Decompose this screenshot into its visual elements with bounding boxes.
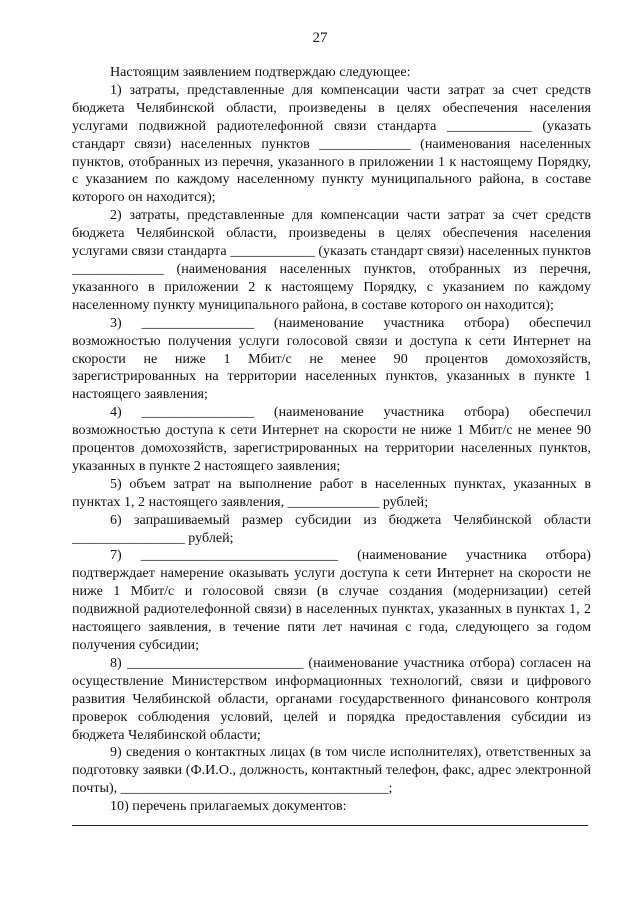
document-body xyxy=(72,64,591,816)
paragraph-3: 3) ________________ (наименование участника отбора) обеспечил возможностью получения услуги голосовой связи и доступа к сети Интернет на скорости не ниже 1 Мбит/с не менее 90 процентов домохозяйств, зарегистрированных на территории населенных пунктов, указанных в пункте 1 настоящего заявления; xyxy=(72,314,591,403)
paragraph-1: 1) затраты, представленные для компенсации части затрат за счет средств бюджета Челябинской области, произведены в целях обеспечения населения услугами подвижной радиотелефонной связи стандарта ____________ (указать стандарт связи) населенных пунктов _____________ (наименования населенных пунктов, отобранных из перечня, указанного в приложении 1 к настоящему Порядку, с указанием по каждому населенному пункту муниципального района, в составе которого он находится); xyxy=(72,81,591,206)
paragraph-6: 6) запрашиваемый размер субсидии из бюджета Челябинской области ________________ рублей; xyxy=(72,511,591,546)
paragraph-5: 5) объем затрат на выполнение работ в населенных пунктах, указанных в пунктах 1, 2 настоящего заявления, _____________ рублей; xyxy=(72,475,591,510)
paragraph-8: 8) _________________________ (наименование участника отбора) согласен на осуществление Министерством информационных технологий, связи и цифрового развития Челябинской области, органами государственного финансового контроля проверок соблюдения условий, целей и порядка предоставления субсидии из бюджета Челябинской области; xyxy=(72,654,591,743)
paragraph-7: 7) ____________________________ (наименование участника отбора) подтверждает намерение оказывать услуги доступа к сети Интернет на скорости не ниже 1 Мбит/с и голосовой связи (в случае создания (модернизации) сетей подвижной радиотелефонной связи) в населенных пунктах, указанных в пунктах 1, 2 настоящего заявления, в течение пяти лет начиная с года, следующего за годом получения субсидии; xyxy=(72,547,591,653)
paragraph-2: 2) затраты, представленные для компенсации части затрат за счет средств бюджета Челябинской области, произведены в целях обеспечения населения услугами связи стандарта ____________ (указать стандарт связи) населенных пунктов _____________ (наименования населенных пунктов, отобранных из перечня, указанного в приложении 2 к настоящему Порядку, с указанием по каждому населенному пункту муниципального района, в составе которого он находится); xyxy=(72,207,591,313)
blank-fill-line xyxy=(72,825,588,826)
paragraph-10: 10) перечень прилагаемых документов: xyxy=(110,798,347,815)
paragraph-9: 9) сведения о контактных лицах (в том числе исполнителях), ответственных за подготовку заявки (Ф.И.О., должность, контактный телефон, факс, адрес электронной почты), ______________________________________; xyxy=(72,744,591,797)
intro-paragraph: Настоящим заявлением подтверждаю следующее: xyxy=(110,64,411,80)
paragraph-4: 4) ________________ (наименование участника отбора) обеспечил возможностью доступа к сети Интернет на скорости не ниже 1 Мбит/с не менее 90 процентов домохозяйств, зарегистрированных на территории населенных пунктов, указанных в пункте 2 настоящего заявления; xyxy=(72,404,591,474)
page-number: 27 xyxy=(312,30,328,46)
